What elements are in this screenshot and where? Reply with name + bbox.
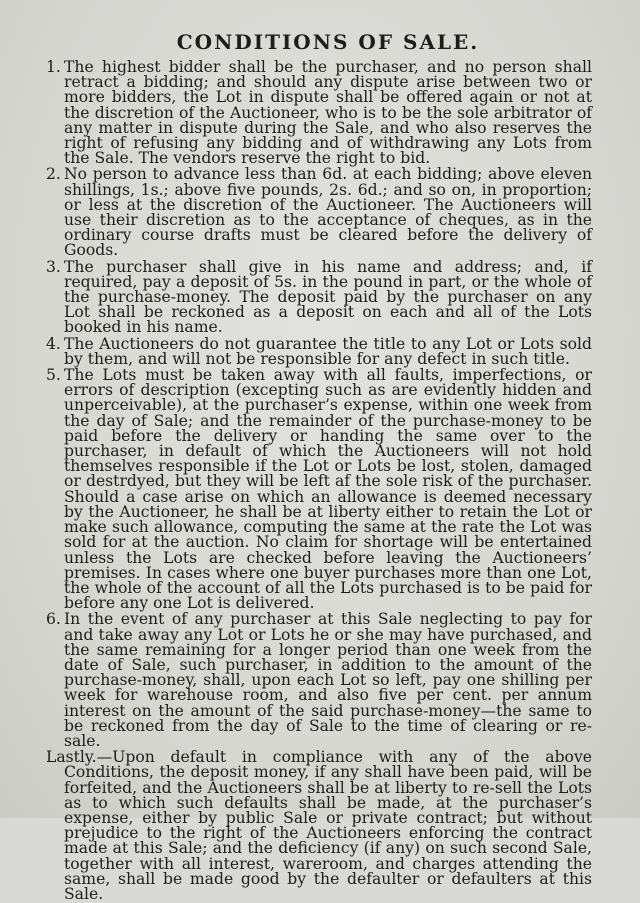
lastly-paragraph: Lastly.—Upon default in compliance with any of the above Conditions, the deposit money, if any shall have been paid, will be forfeited, and the Auctioneers shall be at liberty to re-sell the Lots as to which such defaults shall be made, at the purchaser’s expense, either by public Sale or private contract; but without prejudice to the right of the Auctioneers enforcing the contract made at this Sale; and the deficiency (if any) on such second Sale, together with all interest, wareroom, and charges attending the same, shall be made good by the defaulter or defaulters at this Sale. [46,748,592,903]
condition-3 [46,257,592,337]
page-title: CONDITIONS OF SALE. [176,30,480,54]
condition-4 [46,334,592,368]
condition-text: No person to advance less than 6d. at each bidding; above eleven shillings, 1s.; above five pounds, 2s. 6d.; and so on, in proportion; or less at the discretion of the Auctioneer. The Auctioneers will use their discretion as to the acceptance of cheques, as in the ordinary course drafts must be cleared before the delivery of Goods. [64,165,592,260]
condition-5 [46,366,592,613]
condition-6 [46,610,592,750]
condition-text: The Auctioneers do not guarantee the title to any Lot or Lots sold by them, and will not be responsible for any defect in such title. [64,334,592,368]
condition-number: 2. [46,165,61,184]
condition-text: The highest bidder shall be the purchaser, and no person shall retract a bidding; and should any dispute arise between two or more bidders, the Lot in dispute shall be offered again or not at the discretion of the Auctioneer, who is to be the sole arbitrator of any matter in dispute during the Sale, and who also reserves the right of refusing any bidding and of withdrawing any Lots from the Sale. The vendors reserve the right to bid. [64,58,592,168]
condition-text: In the event of any purchaser at this Sale neglecting to pay for and take away any Lot or Lots he or she may have purchased, and the same remaining for a longer period than one week from the date of Sale, such purchaser, in addition to the amount of the purchase-money, shall, upon each Lot so left, pay one shilling per week for warehouse room, and also five per cent. per annum interest on the amount of the said purchase-money—the same to be reckoned from the day of Sale to the time of clearing or re-sale. [64,610,592,750]
condition-number: 3. [46,257,61,276]
condition-number: 5. [46,366,61,385]
condition-number: 6. [46,610,61,629]
condition-text: The purchaser shall give in his name and address; and, if required, pay a deposit of 5s. in the pound in part, or the whole of the purchase-money. The deposit paid by the purchaser on any Lot shall be reckoned as a deposit on each and all of the Lots booked in his name. [64,257,592,337]
condition-number: 4. [46,334,61,353]
condition-text: The Lots must be taken away with all faults, imperfections, or errors of description (excepting such as are evidently hidden and unperceivable), at the purchaser’s expense, within one week from the day of Sale; and the remainder of the purchase-money to be paid before the delivery or handing the same over to the purchaser, in default of which the Auctioneers will not hold themselves responsible if the Lot or Lots be lost, stolen, damaged or destrdyed, but they will be left af the sole risk of the purchaser. Should a case arise on which an allowance is deemed necessary by the Auctioneer, he shall be at liberty either to retain the Lot or make such allowance, computing the same at the rate the Lot was sold for at the auction. No claim for shortage will be entertained unless the Lots are checked before leaving the Auctioneers’ premises. In cases where one buyer purchases more than one Lot, the whole of the account of all the Lots purchased is to be paid for before any one Lot is delivered. [64,366,592,613]
condition-number: 1. [46,58,61,76]
condition-1 [46,58,592,168]
condition-2 [46,165,592,260]
